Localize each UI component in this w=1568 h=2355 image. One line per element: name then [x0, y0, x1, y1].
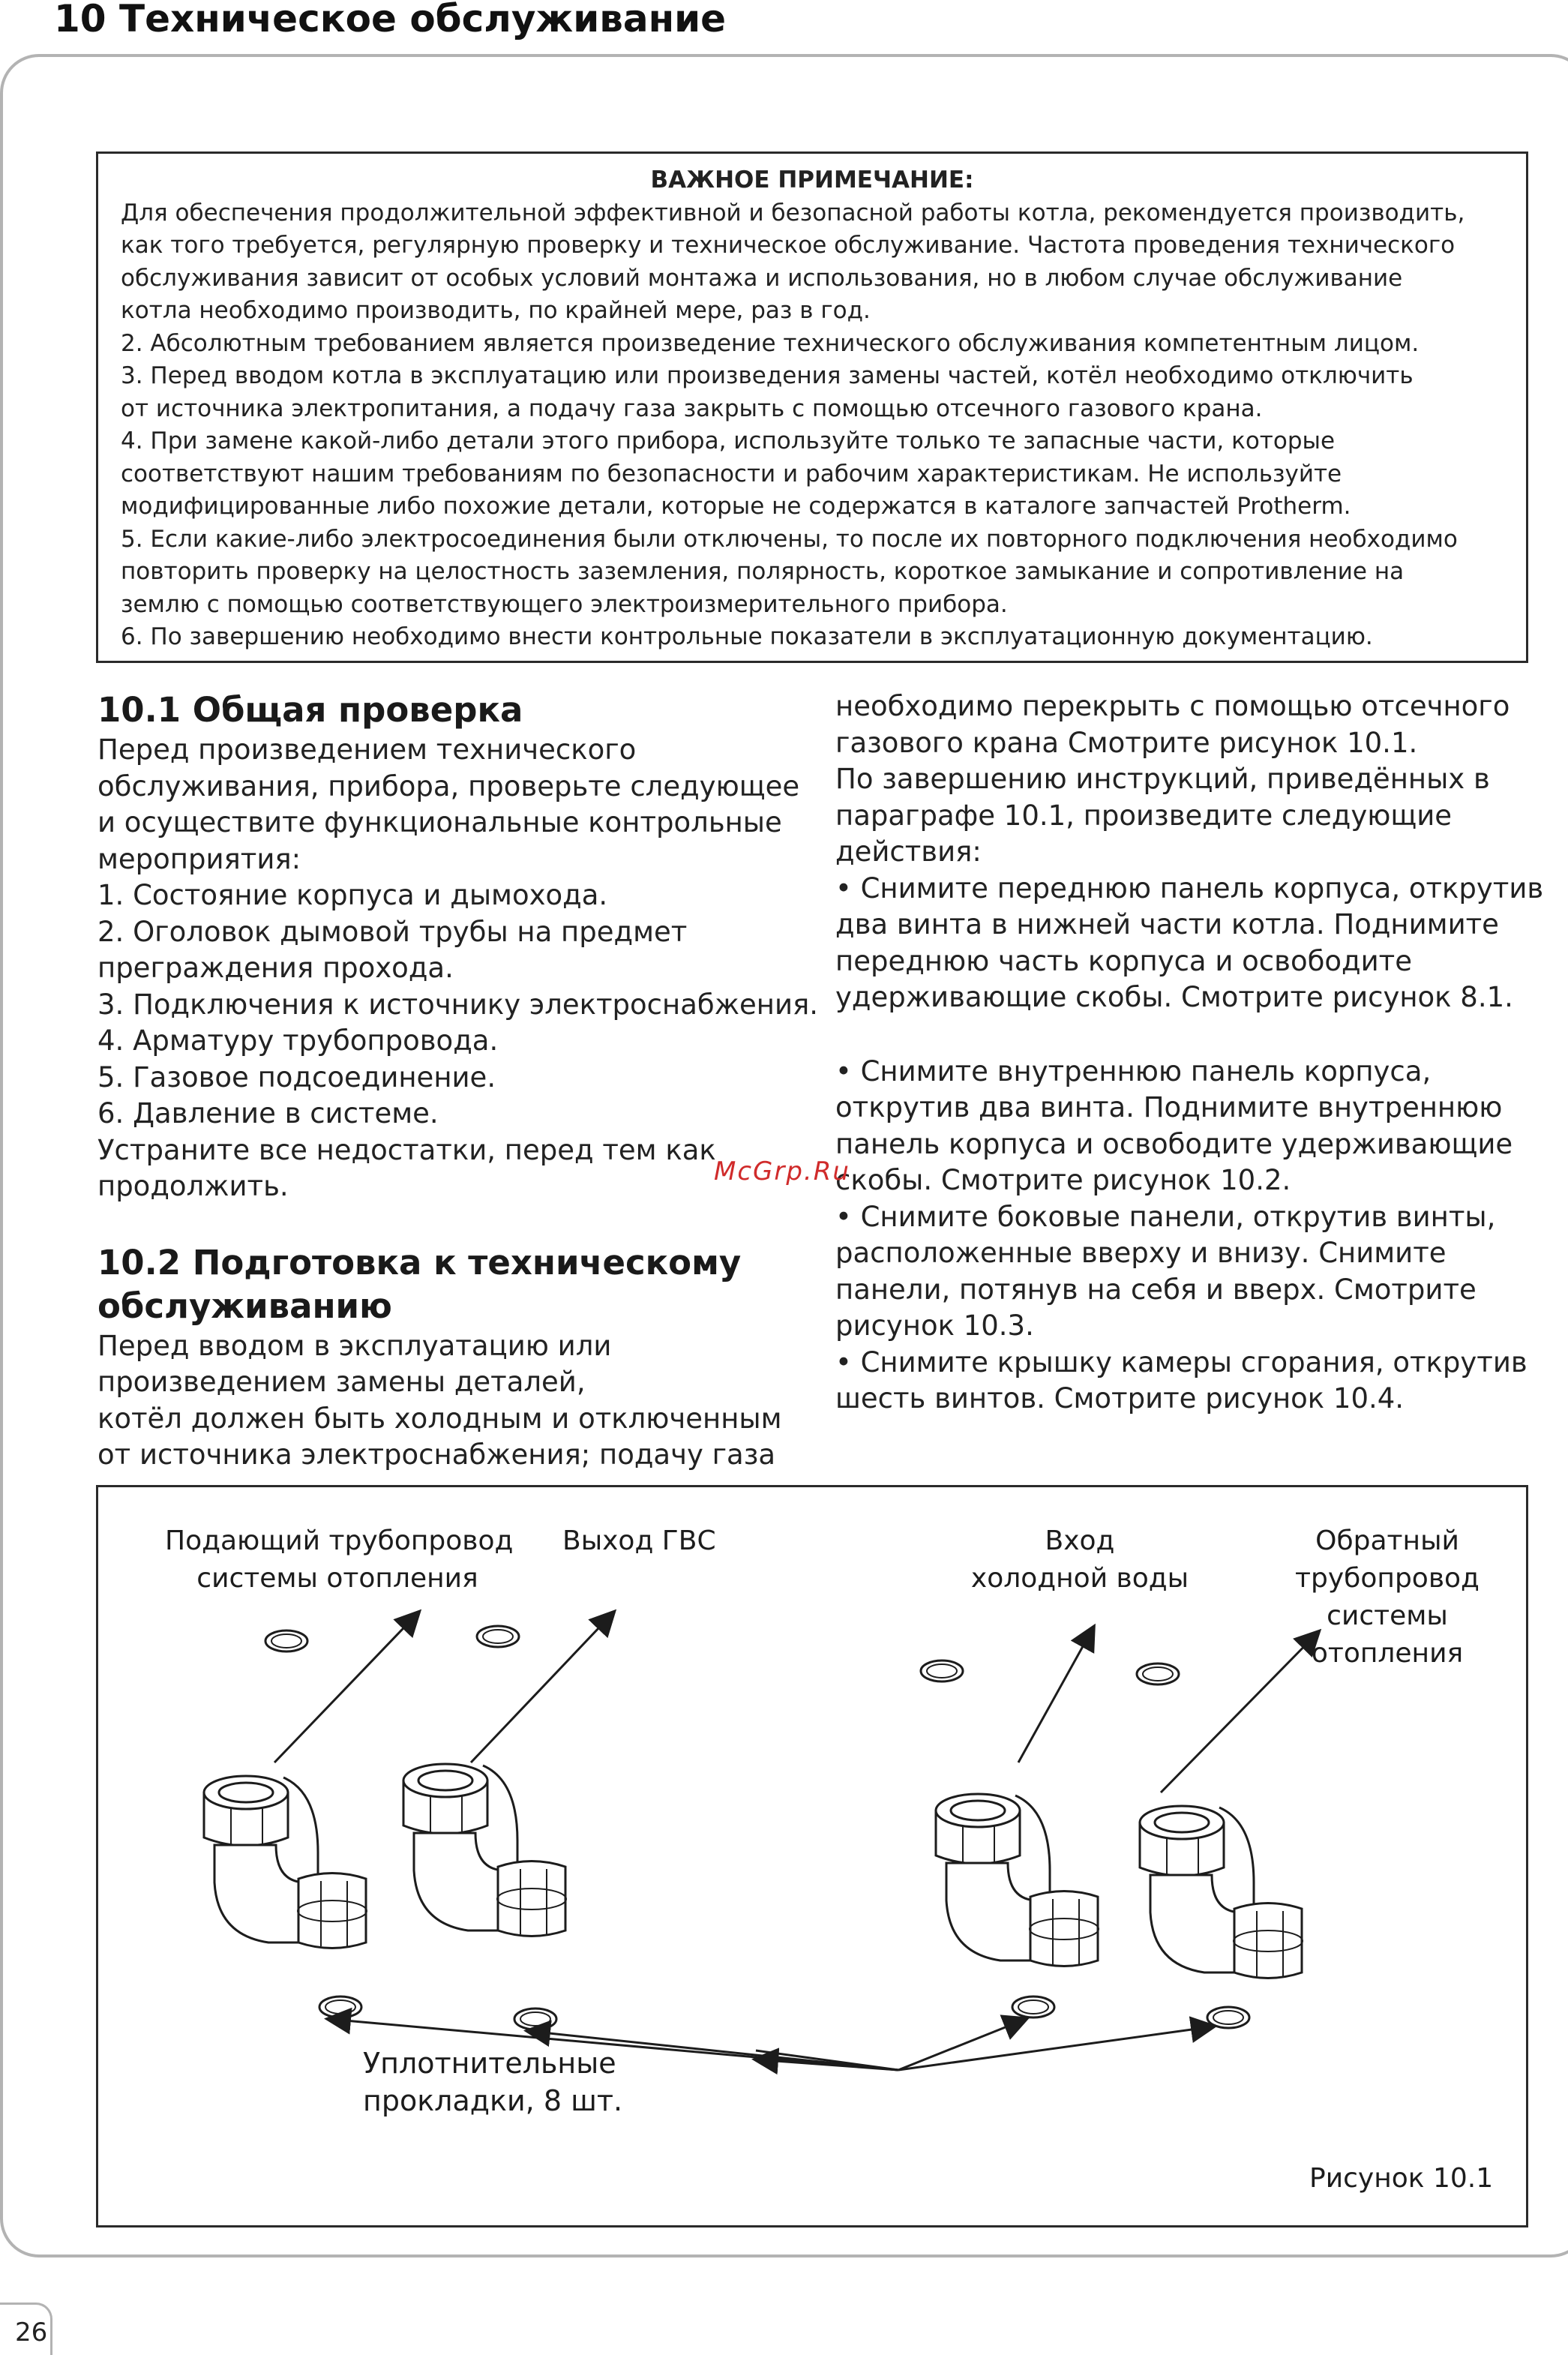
paragraph-line: котёл должен быть холодным и отключенным: [97, 1402, 782, 1435]
step-item: • Снимите внутреннюю панель корпуса,: [835, 1054, 1432, 1088]
paragraph-line: По завершению инструкций, приведённых в: [835, 763, 1490, 795]
note-heading: ВАЖНОЕ ПРИМЕЧАНИЕ:: [650, 166, 974, 194]
watermark: McGrp.Ru: [714, 1156, 850, 1186]
page-number: 26: [15, 2318, 48, 2348]
step-item: • Снимите переднюю панель корпуса, открутив: [835, 872, 1544, 904]
step-item: • Снимите боковые панели, открутив винты,: [835, 1200, 1496, 1233]
label-gaskets: Уплотнительные прокладки, 8 шт.: [363, 2047, 623, 2117]
checklist-item: 5. Газовое подсоединение.: [97, 1060, 496, 1094]
label-return-pipe: Обратный трубопровод системы отопления: [1295, 1526, 1480, 1669]
step-item: рисунок 10.3.: [835, 1310, 1034, 1342]
section-10-2-title: 10.2 Подготовка к техническому: [97, 1242, 742, 1282]
label-dhw-outlet: Выход ГВС: [562, 1526, 716, 1556]
step-item: • Снимите крышку камеры сгорания, открутив: [835, 1346, 1528, 1378]
step-item: переднюю часть корпуса и освободите: [835, 944, 1412, 977]
checklist-item: 6. Давление в системе.: [97, 1097, 439, 1130]
note-line: 6. По завершению необходимо внести контрольные показатели в эксплуатационную документацию.: [121, 623, 1373, 650]
paragraph-line: Перед произведением технического: [97, 734, 637, 766]
note-line: обслуживания зависит от особых условий монтажа и использования, но в любом случае обслуживание: [121, 264, 1403, 292]
note-line: землю с помощью соответствующего электроизмерительного прибора.: [121, 590, 1008, 618]
checklist-item: 1. Состояние корпуса и дымохода.: [97, 879, 608, 911]
paragraph-line: обслуживания, прибора, проверьте следующее: [97, 770, 800, 802]
paragraph-line: параграфе 10.1, произведите следующие: [835, 799, 1453, 832]
checklist-item: 2. Оголовок дымовой трубы на предмет: [97, 915, 688, 948]
checklist-item: 4. Арматуру трубопровода.: [97, 1024, 499, 1057]
section-10-1-title: 10.1 Общая проверка: [97, 690, 523, 730]
paragraph-line: и осуществите функциональные контрольные: [97, 806, 782, 838]
step-item: открутив два винта. Поднимите внутреннюю: [835, 1091, 1503, 1124]
note-line: Для обеспечения продолжительной эффективной и безопасной работы котла, рекомендуется производить,: [121, 199, 1465, 226]
note-line: 3. Перед вводом котла в эксплуатацию или произведения замены частей, котёл необходимо отключить: [121, 362, 1414, 389]
page-title: 10 Техническое обслуживание: [54, 0, 727, 40]
note-line: от источника электропитания, а подачу газа закрыть с помощью отсечного газового крана.: [121, 394, 1263, 422]
note-line: 5. Если какие-либо электросоединения были отключены, то после их повторного подключения необходимо: [121, 525, 1458, 553]
label-cold-water-inlet: Вход холодной воды: [970, 1526, 1189, 1594]
paragraph-line: продолжить.: [97, 1170, 289, 1202]
note-line: котла необходимо производить, по крайней мере, раз в год.: [121, 297, 871, 324]
paragraph-line: Устраните все недостатки, перед тем как: [97, 1133, 716, 1166]
important-note-box: [96, 152, 1528, 663]
note-line: 4. При замене какой-либо детали этого прибора, используйте только те запасные части, которые: [121, 428, 1336, 454]
note-line: соответствуют нашим требованиям по безопасности и рабочим характеристикам. Не используйте: [121, 460, 1342, 488]
note-line: как того требуется, регулярную проверку и техническое обслуживание. Частота проведения технического: [121, 232, 1456, 259]
step-item: расположенные вверху и внизу. Снимите: [835, 1237, 1447, 1269]
label-supply-pipe: Подающий трубопровод системы отопления: [165, 1526, 514, 1594]
paragraph-line: мероприятия:: [97, 842, 301, 875]
step-item: шесть винтов. Смотрите рисунок 10.4.: [835, 1382, 1405, 1414]
checklist-item: преграждения прохода.: [97, 952, 454, 984]
right-column: [835, 688, 1544, 1418]
paragraph-line: произведением замены деталей,: [97, 1366, 586, 1398]
note-line: модифицированные либо похожие детали, которые не содержатся в каталоге запчастей Protherm.: [121, 493, 1351, 520]
step-item: удерживающие скобы. Смотрите рисунок 8.1.: [835, 981, 1513, 1013]
paragraph-line: Перед вводом в эксплуатацию или: [97, 1329, 612, 1362]
paragraph-line: газового крана Смотрите рисунок 10.1.: [835, 726, 1418, 759]
note-line: повторить проверку на целостность заземления, полярность, короткое замыкание и сопротивление на: [121, 558, 1405, 585]
paragraph-line: действия:: [835, 836, 982, 868]
step-item: панели, потянув на себя и вверх. Смотрите: [835, 1273, 1477, 1306]
left-column: [97, 688, 819, 1474]
checklist-item: 3. Подключения к источнику электроснабжения.: [97, 988, 819, 1021]
section-10-2-title-cont: обслуживанию: [97, 1286, 392, 1326]
paragraph-line: от источника электроснабжения; подачу газа: [97, 1438, 776, 1471]
step-item: два винта в нижней части котла. Поднимите: [835, 908, 1499, 940]
note-line: 2. Абсолютным требованием является произведение технического обслуживания компетентным лицом.: [121, 329, 1420, 357]
step-item: панель корпуса и освободите удерживающие: [835, 1127, 1513, 1160]
step-item: скобы. Смотрите рисунок 10.2.: [835, 1164, 1291, 1196]
figure-caption: Рисунок 10.1: [1309, 2163, 1494, 2194]
paragraph-line: необходимо перекрыть с помощью отсечного: [835, 690, 1510, 722]
